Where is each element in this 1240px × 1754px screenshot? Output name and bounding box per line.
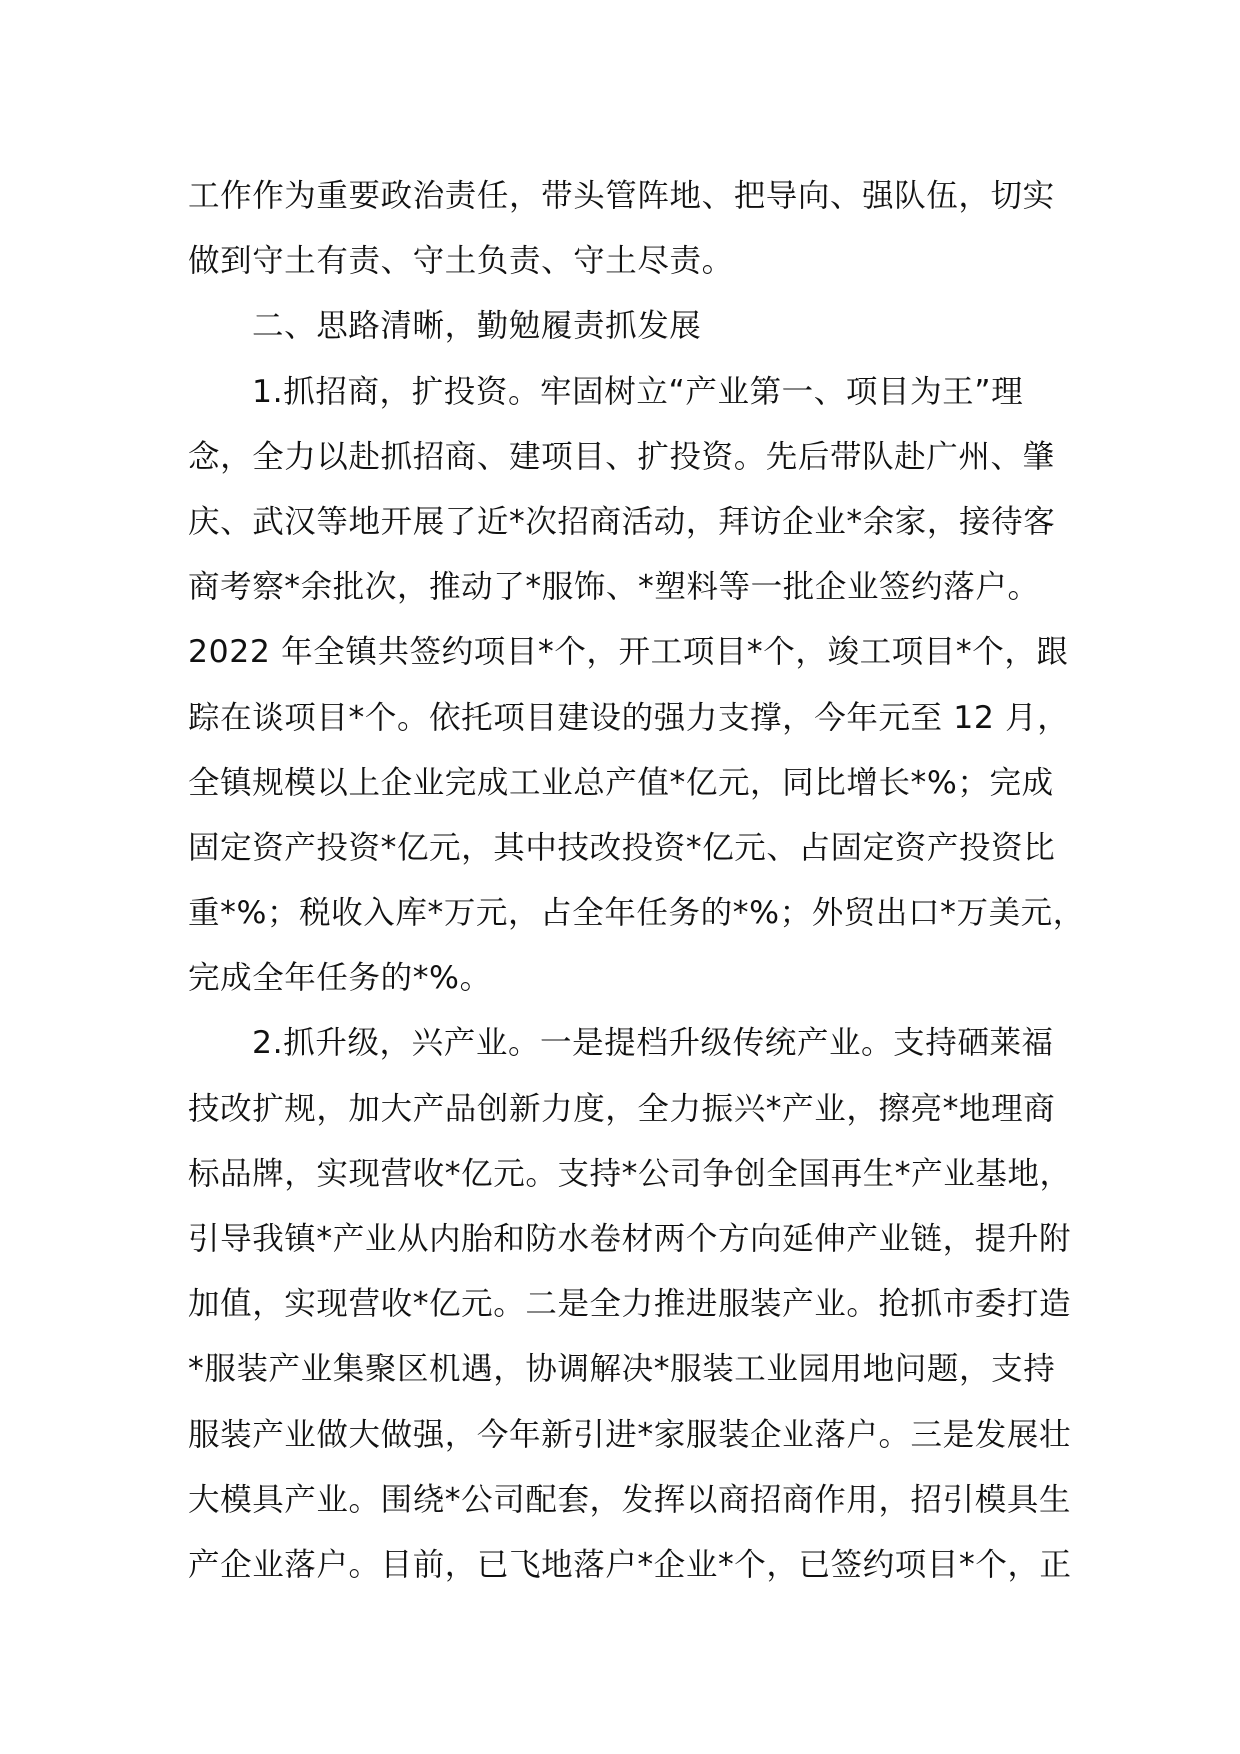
text-line: 产企业落户。目前，已飞地落户*企业*个，已签约项目*个，正 bbox=[188, 1546, 1072, 1583]
document-body bbox=[188, 164, 1085, 1598]
paragraph-start: 2.抓升级，兴产业。一是提档升级传统产业。支持硒莱福 bbox=[252, 1025, 1054, 1062]
text-line: 固定资产投资*亿元，其中技改投资*亿元、占固定资产投资比 bbox=[188, 829, 1056, 866]
text-line: *服装产业集聚区机遇，协调解决*服装工业园用地问题，支持 bbox=[188, 1351, 1056, 1388]
text-line: 服装产业做大做强，今年新引进*家服装企业落户。三是发展壮 bbox=[188, 1416, 1072, 1453]
text-line: 踪在谈项目*个。依托项目建设的强力支撑，今年元至 12 月， bbox=[188, 699, 1070, 736]
text-line: 加值，实现营收*亿元。二是全力推进服装产业。抢抓市委打造 bbox=[188, 1286, 1072, 1323]
text-line: 全镇规模以上企业完成工业总产值*亿元，同比增长*%；完成 bbox=[188, 764, 1054, 801]
text-line: 重*%；税收入库*万元，占全年任务的*%；外贸出口*万美元， bbox=[188, 895, 1085, 932]
text-line: 念，全力以赴抓招商、建项目、扩投资。先后带队赴广州、肇 bbox=[188, 438, 1055, 475]
text-line: 大模具产业。围绕*公司配套，发挥以商招商作用，招引模具生 bbox=[188, 1481, 1072, 1518]
text-line: 完成全年任务的*%。 bbox=[188, 960, 492, 997]
section-heading: 二、思路清晰，勤勉履责抓发展 bbox=[252, 308, 702, 345]
text-line: 2022 年全镇共签约项目*个，开工项目*个，竣工项目*个，跟 bbox=[188, 634, 1069, 671]
text-line: 引导我镇*产业从内胎和防水卷材两个方向延伸产业链，提升附 bbox=[188, 1221, 1072, 1257]
text-line: 技改扩规，加大产品创新力度，全力振兴*产业，擦亮*地理商 bbox=[188, 1090, 1056, 1127]
text-line: 标品牌，实现营收*亿元。支持*公司争创全国再生*产业基地， bbox=[188, 1155, 1072, 1192]
paragraph-start: 1.抓招商，扩投资。牢固树立“产业第一、项目为王”理 bbox=[252, 373, 1024, 410]
text-line: 做到守土有责、守土负责、守土尽责。 bbox=[188, 243, 734, 280]
text-line: 庆、武汉等地开展了近*次招商活动，拜访企业*余家，接待客 bbox=[188, 503, 1056, 540]
text-line: 工作作为重要政治责任，带头管阵地、把导向、强队伍，切实 bbox=[188, 178, 1055, 214]
text-line: 商考察*余批次，推动了*服饰、*塑料等一批企业签约落户。 bbox=[188, 569, 1040, 606]
